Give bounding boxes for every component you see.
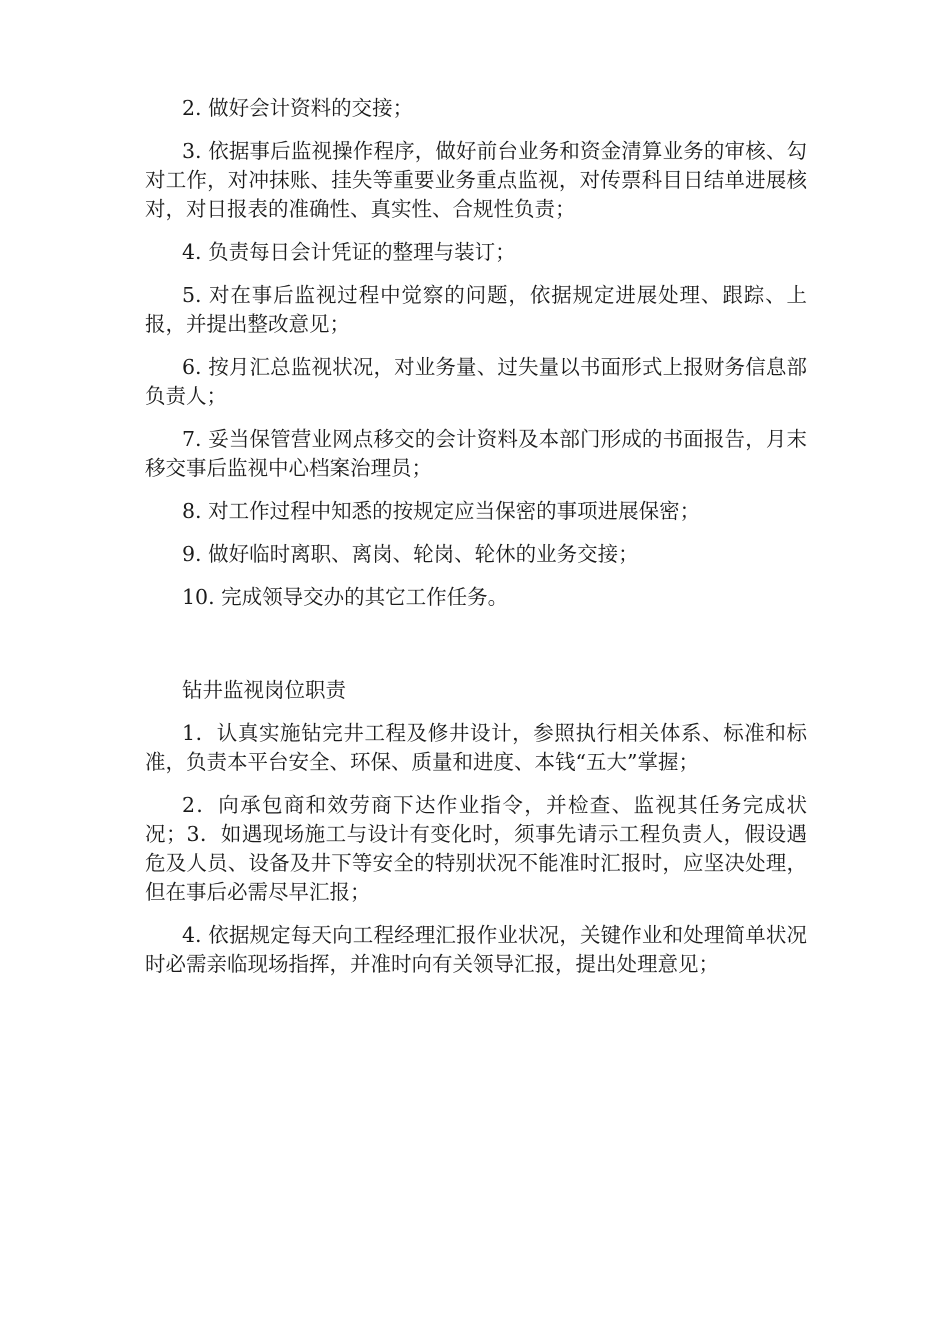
drilling-duty-item-1: 1．认真实施钻完井工程及修井设计，参照执行相关体系、标准和标准，负责本平台安全、环保、质量和进度、本钱“五大”掌握；	[145, 721, 807, 774]
drilling-duty-item-2: 2．向承包商和效劳商下达作业指令，并检查、监视其任务完成状况；3．如遇现场施工与设计有变化时，须事先请示工程负责人，假设遇危及人员、设备及井下等安全的特别状况不能准时汇报时，应坚决处理，但在事后必需尽早汇报；	[145, 793, 807, 904]
section-title: 钻井监视岗位职责	[182, 678, 346, 702]
duty-item-3: 3. 依据事后监视操作程序，做好前台业务和资金清算业务的审核、勾对工作，对冲抹账、挂失等重要业务重点监视，对传票科目日结单进展核对，对日报表的准确性、真实性、合规性负责；	[145, 139, 807, 221]
drilling-duty-item-4: 4. 依据规定每天向工程经理汇报作业状况，关键作业和处理简单状况时必需亲临现场指挥，并准时向有关领导汇报，提出处理意见；	[145, 923, 807, 976]
duty-item-6: 6. 按月汇总监视状况，对业务量、过失量以书面形式上报财务信息部负责人；	[145, 355, 807, 408]
duty-item-5: 5. 对在事后监视过程中觉察的问题，依据规定进展处理、跟踪、上报，并提出整改意见；	[145, 283, 807, 336]
duty-item-7: 7. 妥当保管营业网点移交的会计资料及本部门形成的书面报告，月末移交事后监视中心档案治理员；	[145, 427, 807, 480]
section-spacer	[145, 626, 807, 676]
duty-item-8: 8. 对工作过程中知悉的按规定应当保密的事项进展保密；	[182, 499, 701, 523]
duty-item-9: 9. 做好临时离职、离岗、轮岗、轮休的业务交接；	[182, 542, 639, 566]
document-body	[145, 94, 807, 993]
duty-item-4: 4. 负责每日会计凭证的整理与装订；	[182, 240, 516, 264]
duty-item-2: 2. 做好会计资料的交接；	[182, 96, 414, 120]
duty-item-10: 10. 完成领导交办的其它工作任务。	[182, 585, 509, 609]
